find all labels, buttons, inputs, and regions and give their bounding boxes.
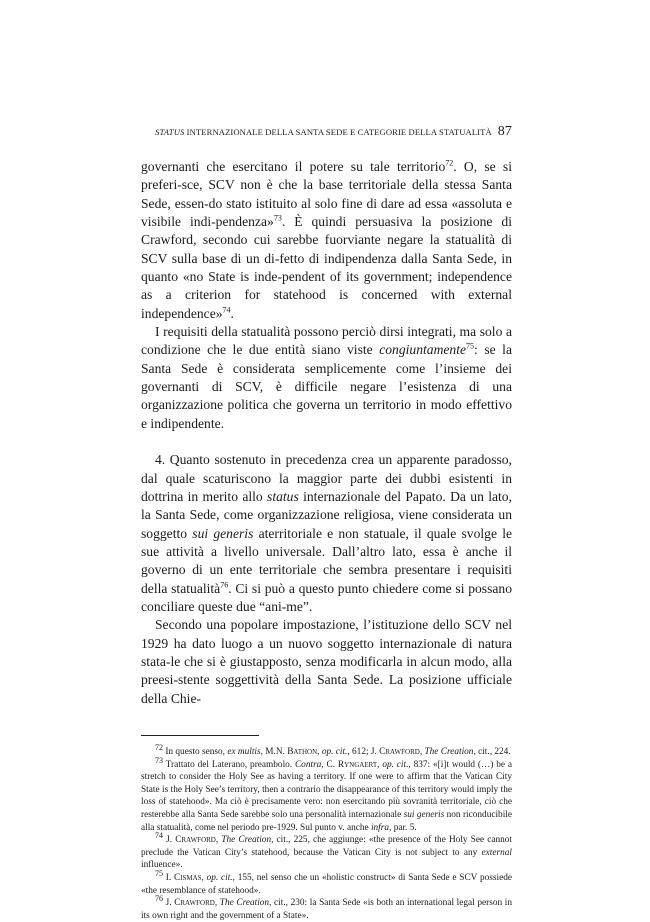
footnote-ref-75[interactable]: 75 bbox=[466, 341, 475, 351]
p3-text-1: 4. Quanto sostenuto in precedenza crea un apparente paradosso, dal quale scaturiscono la maggior parte dei dubbi esistenti in dottrina in merito allo bbox=[141, 452, 512, 504]
footnote-76 bbox=[141, 894, 512, 922]
footnote-text: Trattato del Laterano, preambolo. bbox=[163, 759, 295, 770]
footnote-number: 74 bbox=[155, 831, 163, 841]
paragraph-1 bbox=[141, 158, 512, 323]
footnote-text: , bbox=[201, 872, 207, 883]
p3-text-2: internazionale del Papato. Da un lato, la Santa Sede, come organizzazione religiosa, viene considerata un soggetto bbox=[141, 488, 512, 541]
paragraph-3 bbox=[141, 451, 512, 616]
p1-text-1: governanti che esercitano il potere su tale territorio bbox=[141, 159, 446, 174]
footnote-emphasis: op. cit. bbox=[382, 759, 409, 770]
footnote-number: 75 bbox=[155, 868, 163, 878]
footnote-ref-76[interactable]: 76 bbox=[220, 580, 229, 590]
author-name: Bathon bbox=[287, 746, 318, 757]
footnote-text: , cit., 224. bbox=[473, 746, 511, 757]
footnote-separator bbox=[141, 735, 259, 736]
p3-emphasis-status: status bbox=[267, 488, 299, 504]
footnotes bbox=[141, 742, 513, 922]
footnote-text: , M.N. bbox=[260, 746, 288, 757]
author-name: Crawford bbox=[175, 835, 216, 846]
footnote-text: J. bbox=[163, 835, 176, 846]
footnote-text: , par. 5. bbox=[389, 822, 417, 833]
book-page bbox=[141, 124, 512, 922]
paragraph-4 bbox=[141, 616, 512, 708]
author-name: Crawford bbox=[174, 898, 215, 909]
footnote-75 bbox=[141, 868, 512, 897]
author-name: Ryngaert bbox=[337, 759, 378, 770]
p1-text-4: . bbox=[230, 305, 234, 321]
p3-text-4: . Ci si può a questo punto chiedere come si possano conciliare queste due “ani-me”. bbox=[141, 580, 512, 614]
footnote-emphasis: external bbox=[481, 847, 512, 858]
footnote-text: J. bbox=[163, 898, 175, 909]
author-name: Crawford bbox=[379, 746, 420, 757]
footnote-emphasis: op. cit. bbox=[206, 872, 233, 883]
footnote-number: 73 bbox=[155, 755, 163, 765]
footnote-emphasis: ex multis bbox=[227, 746, 261, 757]
p1-text-3: . È quindi persuasiva la posizione di Crawford, secondo cui sarebbe fuorviante negare la statualità di SCV sulla base di un di-fetto di indipendenza dalla Santa Sede, in quanto «no State is inde-pendent of its government; independence as a criterion for statehood is concerned with external independence» bbox=[141, 214, 512, 321]
footnote-text: influence». bbox=[141, 860, 183, 871]
footnote-number: 72 bbox=[155, 742, 163, 752]
footnote-text: , 612; J. bbox=[347, 746, 380, 757]
footnote-ref-73[interactable]: 73 bbox=[273, 213, 282, 223]
footnote-text: , C. bbox=[321, 759, 338, 770]
paragraph-2 bbox=[141, 323, 512, 433]
footnote-emphasis: The Creation bbox=[221, 835, 272, 846]
running-head-title bbox=[155, 127, 492, 137]
footnote-number: 76 bbox=[155, 894, 163, 903]
p4-text-1: Secondo una popolare impostazione, l’istituzione dello SCV nel 1929 ha dato luogo a un nuovo soggetto internazionale di natura stata-le che si è giustapposto, senza modificarla in alcun modo, alla preesi-stente soggettività della Santa Sede. La posizione ufficiale della Chie- bbox=[141, 617, 512, 706]
p2-emphasis: congiuntamente bbox=[379, 342, 467, 358]
footnote-text: , bbox=[214, 898, 220, 909]
footnote-emphasis: infra bbox=[370, 822, 390, 833]
page-number: 87 bbox=[497, 124, 512, 139]
running-head bbox=[141, 124, 512, 138]
footnote-74 bbox=[141, 831, 513, 872]
main-text bbox=[141, 158, 512, 708]
p3-emphasis-sui-generis: sui generis bbox=[192, 525, 254, 541]
footnote-text: In questo senso, bbox=[163, 746, 228, 757]
footnote-text: , bbox=[377, 759, 383, 770]
footnote-ref-74[interactable]: 74 bbox=[222, 305, 231, 315]
footnote-text: , bbox=[419, 746, 425, 757]
footnote-emphasis: The Creation bbox=[424, 746, 474, 757]
footnote-emphasis: Contra bbox=[294, 759, 322, 770]
footnote-72 bbox=[141, 742, 512, 759]
footnote-emphasis: sui generis bbox=[403, 809, 445, 820]
running-head-status-word: STATUS bbox=[155, 127, 185, 137]
p2-text-2: : se la Santa Sede è considerata semplicemente come l’insieme dei governanti di SCV, è difficile negare l’esistenza di una organizzazione politica che governa un territorio in modo effettivo e indipendente. bbox=[141, 342, 512, 431]
p3-text-3: aterritoriale e non statuale, il quale svolge le sue attività a livello universale. Dall’altro lato, essa è anche il governo di un ente territoriale che sembra presentare i requisiti della statualità bbox=[141, 525, 513, 596]
footnote-text: , bbox=[215, 835, 222, 846]
footnote-text: non riconducibile alla statualità, come nel periodo pre-1929. Sul punto v. anche bbox=[141, 809, 512, 833]
p1-text-2: . O, se si preferi-sce, SCV non è che la base territoriale della stessa Santa Sede, essen-do stato istituito al solo fine di dare ad essa «assoluta e visibile indi-pendenza» bbox=[141, 159, 512, 230]
p2-text-1: I requisiti della statualità possono perciò dirsi integrati, ma solo a condizione che le due entità siano viste bbox=[141, 324, 512, 358]
footnote-73 bbox=[141, 755, 513, 835]
footnote-text: , cit., 230: la Santa Sede «is both an international legal person in its own right and the government of a State». bbox=[141, 898, 512, 921]
footnote-text: , bbox=[317, 746, 322, 757]
footnote-text: I. bbox=[163, 872, 174, 883]
footnote-text: , 837: «[i]t would (…) be a stretch to consider the Holy See as having a territory. If one were to affirm that the Vatican City State is the Holy See’s territory, then a contrario the disappearance of this territory would imply the loss of statehood». Ma ciò è precisamente vero: non esercitando più sovranità territoriale, ciò che resterebbe alla Santa Sede sarebbe solo una personalità internazionale bbox=[141, 759, 513, 820]
footnote-emphasis: The Creation bbox=[219, 898, 270, 909]
author-name: Cismas bbox=[173, 872, 202, 883]
running-head-rest: INTERNAZIONALE DELLA SANTA SEDE E CATEGORIE DELLA STATUALITÀ bbox=[184, 127, 492, 137]
footnote-text: , 155, nel senso che un «holistic construct» di Santa Sede e SCV possiede «the resemblance of statehood». bbox=[141, 872, 512, 896]
footnote-ref-72[interactable]: 72 bbox=[445, 158, 454, 168]
footnote-text: , cit., 225, che aggiunge: «the presence of the Holy See cannot preclude the Vatican City’s statehood, because the Vatican City is not subject to any bbox=[141, 835, 513, 858]
footnote-emphasis: op. cit. bbox=[321, 746, 348, 757]
